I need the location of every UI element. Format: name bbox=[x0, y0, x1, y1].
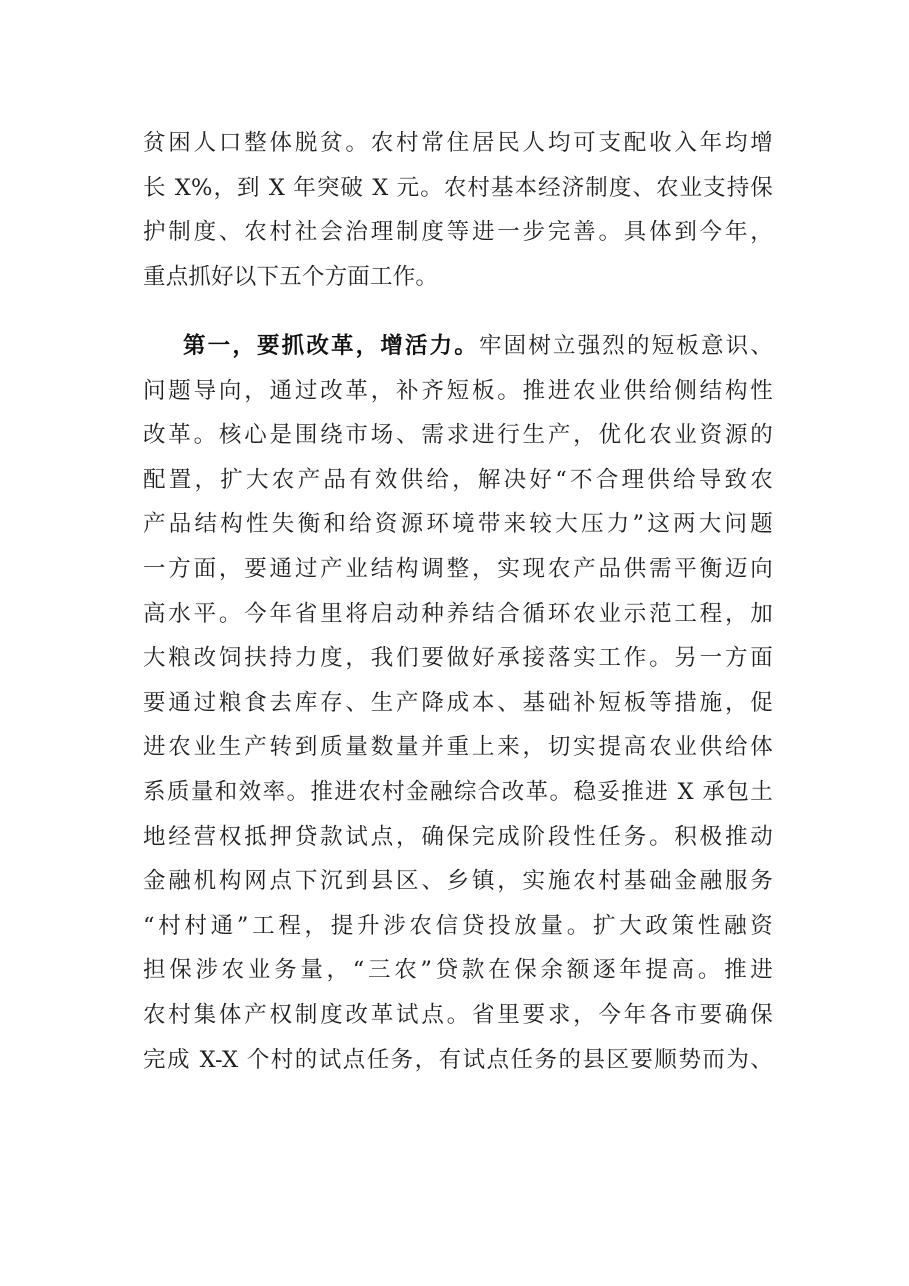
text-line: “村村通”工程，提升涉农信贷投放量。扩大政策性融资 bbox=[143, 912, 773, 939]
text-line: 进农业生产转到质量数量并重上来，切实提高农业供给体 bbox=[143, 734, 773, 761]
text-line: 系质量和效率。推进农村金融综合改革。稳妥推进 X 承包土 bbox=[143, 778, 773, 805]
text-line: 担保涉农业务量，“三农”贷款在保余额逐年提高。推进 bbox=[143, 957, 773, 984]
text-line: 重点抓好以下五个方面工作。 bbox=[143, 263, 439, 290]
text-line: 地经营权抵押贷款试点，确保完成阶段性任务。积极推动 bbox=[143, 823, 773, 850]
text-line: 护制度、农村社会治理制度等进一步完善。具体到今年， bbox=[143, 219, 773, 246]
text-line: 完成 X-X 个村的试点任务，有试点任务的县区要顺势而为、 bbox=[143, 1046, 773, 1073]
text-line: 农村集体产权制度改革试点。省里要求，今年各市要确保 bbox=[143, 1001, 773, 1028]
text-line: 高水平。今年省里将启动种养结合循环农业示范工程，加 bbox=[143, 600, 773, 627]
text-line: 配置，扩大农产品有效供给，解决好“不合理供给导致农 bbox=[143, 466, 773, 493]
text-line: 一方面，要通过产业结构调整，实现农产品供需平衡迈向 bbox=[143, 555, 773, 582]
text-line: 要通过粮食去库存、生产降成本、基础补短板等措施，促 bbox=[143, 689, 773, 716]
text-line: 改革。核心是围绕市场、需求进行生产，优化农业资源的 bbox=[143, 422, 773, 449]
text-line: 长 X%，到 X 年突破 X 元。农村基本经济制度、农业支持保 bbox=[143, 174, 773, 201]
paragraph-1 bbox=[143, 121, 773, 299]
paragraph-2 bbox=[143, 324, 773, 1082]
text-line: 问题导向，通过改革，补齐短板。推进农业供给侧结构性 bbox=[143, 377, 773, 404]
text-line: 产品结构性失衡和给资源环境带来较大压力”这两大问题 bbox=[143, 511, 773, 538]
text-line: 金融机构网点下沉到县区、乡镇，实施农村基础金融服务 bbox=[143, 868, 773, 895]
text-line: 贫困人口整体脱贫。农村常住居民人均可支配收入年均增 bbox=[143, 130, 773, 156]
text-line-rest: 牢固树立强烈的短板意识、 bbox=[478, 333, 773, 359]
text-line-first bbox=[143, 324, 773, 369]
section-lead-heading: 第一，要抓改革，增活力。 bbox=[183, 333, 479, 359]
text-line: 大粮改饲扶持力度，我们要做好承接落实工作。另一方面 bbox=[143, 645, 773, 672]
